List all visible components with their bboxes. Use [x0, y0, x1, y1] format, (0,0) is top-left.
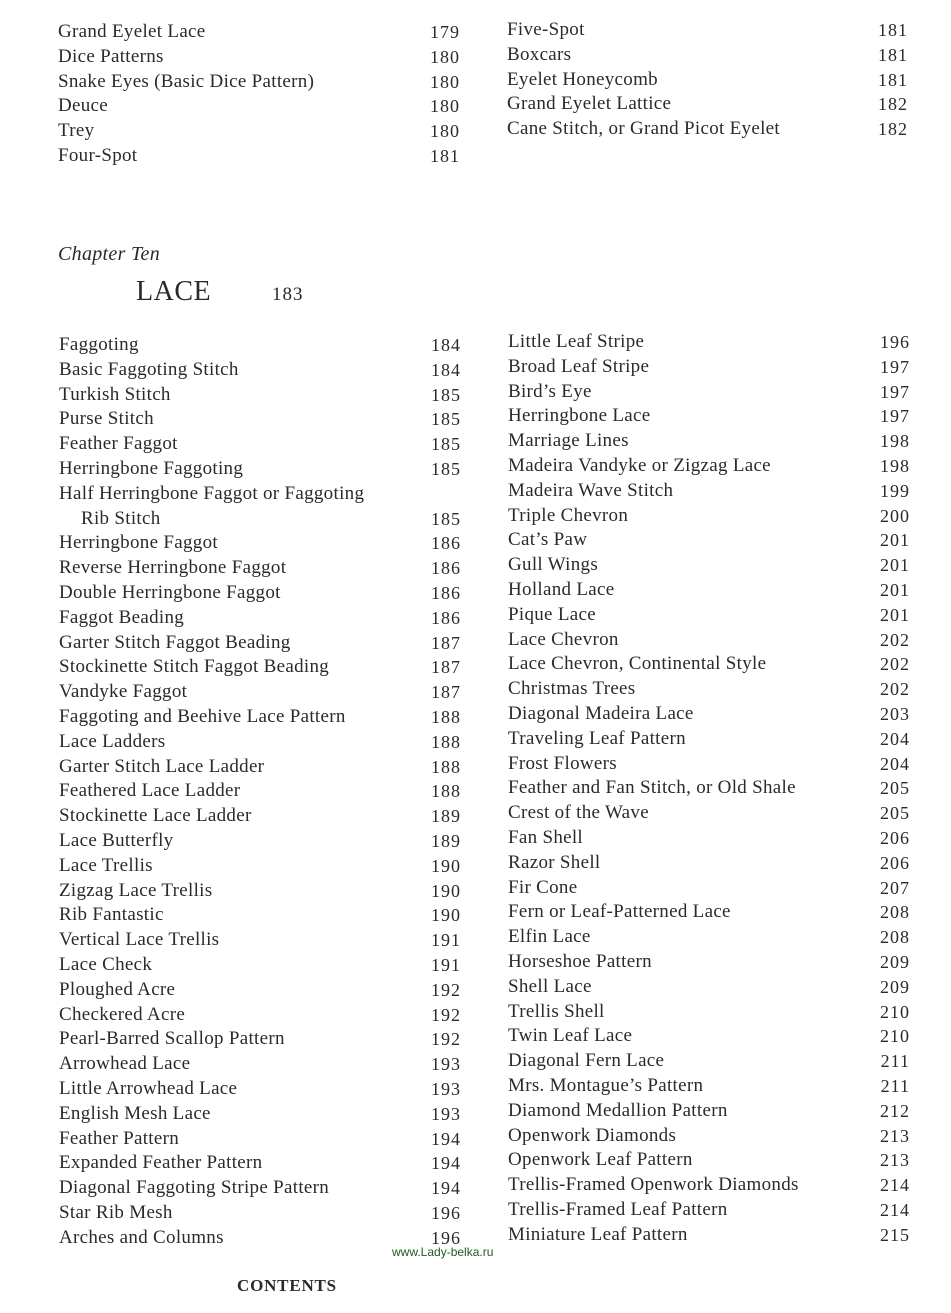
toc-entry — [508, 1049, 910, 1074]
toc-entry — [508, 776, 910, 801]
toc-entry-page: 203 — [880, 703, 910, 724]
toc-entry-page: 186 — [431, 607, 461, 628]
toc-entry-page: 182 — [878, 94, 908, 115]
toc-entry-page: 202 — [880, 679, 910, 700]
toc-entry-page: 210 — [880, 1001, 910, 1022]
toc-entry — [59, 854, 461, 879]
toc-entry-page: 207 — [880, 877, 910, 898]
toc-entry-title: Frost Flowers — [508, 752, 617, 774]
toc-entry-page: 185 — [431, 409, 461, 430]
toc-entry-title: Five-Spot — [507, 19, 585, 40]
toc-entry-page: 214 — [880, 1199, 910, 1220]
toc-entry-title: Elfin Lace — [508, 926, 591, 948]
toc-entry — [508, 603, 910, 628]
toc-entry — [59, 1077, 461, 1102]
toc-entry — [58, 45, 460, 70]
toc-entry-title: Miniature Leaf Pattern — [508, 1223, 688, 1245]
toc-entry-page: 181 — [430, 145, 460, 166]
toc-entry — [508, 628, 910, 653]
toc-entry — [59, 705, 461, 730]
toc-entry-page: 192 — [431, 1029, 461, 1050]
toc-entry-title: Cane Stitch, or Grand Picot Eyelet — [507, 118, 780, 140]
toc-entry-title: Ploughed Acre — [59, 978, 176, 1000]
toc-entry — [59, 1003, 461, 1028]
toc-entry-page: 205 — [880, 803, 910, 824]
toc-entry — [508, 429, 910, 454]
toc-entry-page: 184 — [431, 335, 461, 355]
toc-entry-title: Madeira Vandyke or Zigzag Lace — [508, 454, 771, 476]
toc-entry — [58, 119, 460, 144]
toc-entry — [507, 117, 908, 142]
toc-entry-page: 204 — [880, 728, 910, 749]
toc-entry-title: Vandyke Faggot — [59, 681, 188, 703]
toc-entry-page: 180 — [430, 71, 460, 92]
toc-entry — [508, 1148, 910, 1173]
toc-entry-page: 188 — [431, 706, 461, 727]
toc-entry-page: 196 — [431, 1202, 461, 1223]
toc-entry — [59, 631, 461, 656]
toc-entry — [508, 752, 910, 777]
toc-entry-title: Lace Trellis — [59, 854, 153, 876]
toc-entry-title: Feather Faggot — [59, 433, 178, 455]
toc-entry-page: 181 — [878, 20, 908, 40]
toc-entry — [59, 407, 461, 432]
toc-entry-page: 196 — [431, 1227, 461, 1248]
toc-entry-title: Little Leaf Stripe — [508, 331, 645, 352]
toc-entry-title: Grand Eyelet Lattice — [507, 93, 672, 115]
toc-entry — [507, 68, 908, 93]
toc-entry — [508, 652, 910, 677]
toc-entry-title: Fern or Leaf-Patterned Lace — [508, 901, 731, 923]
toc-entry-title: Four-Spot — [58, 144, 138, 166]
toc-entry-title: Diagonal Fern Lace — [508, 1050, 665, 1072]
toc-entry-page: 180 — [430, 96, 460, 117]
toc-entry-title: Twin Leaf Lace — [508, 1025, 633, 1047]
toc-entry-page: 187 — [431, 657, 461, 678]
toc-entry — [59, 755, 461, 780]
toc-entry-title: Reverse Herringbone Faggot — [59, 557, 287, 579]
toc-entry-title: Fir Cone — [508, 876, 578, 898]
toc-entry — [508, 975, 910, 1000]
toc-entry-page: 185 — [431, 384, 461, 405]
toc-entry — [58, 70, 460, 95]
toc-entry — [59, 1201, 461, 1226]
toc-entry-page: 190 — [431, 880, 461, 901]
toc-entry-title: Horseshoe Pattern — [508, 950, 652, 972]
toc-entry-title: Snake Eyes (Basic Dice Pattern) — [58, 70, 315, 92]
page-footer: CONTENTS — [237, 1276, 337, 1295]
toc-entry-page: 188 — [431, 781, 461, 802]
toc-entry-page: 212 — [880, 1100, 910, 1121]
toc-entry-title: Triple Chevron — [508, 504, 629, 526]
toc-entry-page: 201 — [880, 555, 910, 576]
toc-entry-title: Holland Lace — [508, 578, 615, 600]
toc-entry-title: Herringbone Faggot — [59, 532, 218, 554]
toc-entry-title: Bird’s Eye — [508, 380, 592, 402]
toc-entry — [508, 404, 910, 429]
toc-entry-title: Feather and Fan Stitch, or Old Shale — [508, 777, 796, 799]
toc-entry — [59, 953, 461, 978]
toc-entry-page: 198 — [880, 431, 910, 452]
toc-entry — [59, 1052, 461, 1077]
toc-entry-page: 211 — [880, 1051, 910, 1072]
toc-entry-page: 193 — [431, 1103, 461, 1124]
toc-entry — [507, 92, 908, 117]
toc-entry-title: Star Rib Mesh — [59, 1201, 173, 1223]
toc-entry-title: Openwork Diamonds — [508, 1124, 677, 1146]
toc-entry — [59, 829, 461, 854]
toc-entry-title: Arches and Columns — [59, 1226, 224, 1248]
toc-entry-title: Arrowhead Lace — [59, 1053, 191, 1075]
toc-entry — [59, 358, 461, 383]
toc-entry-page: 185 — [431, 434, 461, 455]
toc-entry-title: Pique Lace — [508, 603, 596, 625]
toc-entry — [59, 432, 461, 457]
toc-entry-title: Razor Shell — [508, 851, 601, 873]
toc-top-right-column — [507, 18, 908, 142]
toc-entry-page: 211 — [880, 1075, 910, 1096]
toc-entry — [59, 730, 461, 755]
toc-entry-title: Basic Faggoting Stitch — [59, 358, 239, 380]
toc-entry — [508, 355, 910, 380]
toc-entry-title: Madeira Wave Stitch — [508, 479, 674, 501]
toc-entry-title: Faggoting — [59, 334, 139, 355]
toc-entry-title: Faggot Beading — [59, 606, 185, 628]
toc-entry-page: 187 — [431, 682, 461, 703]
toc-entry-title: Crest of the Wave — [508, 802, 649, 824]
toc-entry-page: 215 — [880, 1224, 910, 1245]
toc-entry-title: Half Herringbone Faggot or Faggoting — [59, 482, 365, 504]
toc-entry — [59, 928, 461, 953]
toc-entry-title: English Mesh Lace — [59, 1102, 211, 1124]
chapter-label: Chapter Ten — [58, 243, 161, 265]
toc-entry-page: 209 — [880, 976, 910, 997]
toc-top-left-column — [58, 20, 460, 169]
toc-entry-title: Garter Stitch Lace Ladder — [59, 755, 265, 777]
toc-entry-title: Lace Chevron, Continental Style — [508, 653, 767, 675]
toc-entry-title: Faggoting and Beehive Lace Pattern — [59, 705, 346, 727]
toc-entry-page: 184 — [431, 359, 461, 380]
toc-entry-title: Deuce — [58, 95, 109, 117]
toc-entry-page: 186 — [431, 533, 461, 554]
toc-entry-title: Traveling Leaf Pattern — [508, 727, 686, 749]
toc-entry-page: 181 — [878, 69, 908, 90]
toc-entry — [508, 925, 910, 950]
toc-entry-title: Double Herringbone Faggot — [59, 581, 281, 603]
toc-entry — [508, 578, 910, 603]
toc-entry-title: Cat’s Paw — [508, 529, 588, 551]
toc-entry-page: 187 — [431, 632, 461, 653]
toc-entry — [508, 454, 910, 479]
toc-entry-page: 189 — [431, 830, 461, 851]
toc-entry-title: Zigzag Lace Trellis — [59, 879, 213, 901]
toc-entry-page: 201 — [880, 530, 910, 551]
chapter-title: LACE — [136, 276, 212, 307]
toc-entry-title: Feathered Lace Ladder — [59, 780, 241, 802]
toc-entry-page: 210 — [880, 1026, 910, 1047]
toc-entry — [508, 553, 910, 578]
toc-entry — [508, 504, 910, 529]
toc-entry-title: Turkish Stitch — [59, 383, 171, 405]
toc-entry-title: Grand Eyelet Lace — [58, 21, 206, 42]
toc-entry-page: 201 — [880, 604, 910, 625]
toc-entry-page: 181 — [878, 44, 908, 65]
toc-entry — [507, 43, 908, 68]
toc-entry-page: 185 — [431, 508, 461, 529]
toc-entry — [507, 18, 908, 43]
toc-entry-page: 197 — [880, 406, 910, 427]
toc-entry-title: Mrs. Montague’s Pattern — [508, 1074, 704, 1096]
toc-entry — [508, 1124, 910, 1149]
toc-entry — [59, 779, 461, 804]
toc-entry — [59, 1102, 461, 1127]
toc-entry-title: Little Arrowhead Lace — [59, 1077, 238, 1099]
toc-entry-page: 180 — [430, 121, 460, 142]
toc-entry-title: Checkered Acre — [59, 1003, 186, 1025]
toc-entry — [59, 1127, 461, 1152]
toc-entry — [508, 702, 910, 727]
toc-entry-page: 200 — [880, 505, 910, 526]
toc-entry — [58, 94, 460, 119]
toc-entry-title: Lace Ladders — [59, 730, 166, 752]
toc-entry-page: 214 — [880, 1175, 910, 1196]
toc-lace-left-column — [59, 333, 461, 1250]
toc-entry-page: 206 — [880, 827, 910, 848]
toc-entry-title: Diagonal Faggoting Stripe Pattern — [59, 1177, 330, 1199]
toc-entry-title: Vertical Lace Trellis — [59, 929, 220, 951]
toc-entry — [508, 330, 910, 355]
toc-entry — [508, 900, 910, 925]
toc-entry-title: Trellis-Framed Leaf Pattern — [508, 1198, 728, 1220]
toc-entry-page: 186 — [431, 558, 461, 579]
chapter-page-number: 183 — [272, 284, 304, 305]
toc-entry-page: 194 — [431, 1178, 461, 1199]
toc-entry — [508, 950, 910, 975]
toc-entry-page: 208 — [880, 902, 910, 923]
toc-entry-title: Trellis Shell — [508, 1000, 605, 1022]
toc-entry — [59, 1151, 461, 1176]
toc-entry-page: 182 — [878, 119, 908, 140]
toc-entry — [58, 20, 460, 45]
toc-entry — [59, 531, 461, 556]
toc-entry-page: 198 — [880, 455, 910, 476]
toc-entry-page: 205 — [880, 778, 910, 799]
toc-entry — [508, 677, 910, 702]
toc-entry-page: 201 — [880, 579, 910, 600]
toc-entry-page: 213 — [880, 1150, 910, 1171]
toc-entry-page: 188 — [431, 756, 461, 777]
toc-entry-title: Eyelet Honeycomb — [507, 68, 658, 90]
toc-entry — [59, 556, 461, 581]
toc-entry-page: 194 — [431, 1153, 461, 1174]
toc-entry-page: 202 — [880, 629, 910, 650]
toc-entry-title: Gull Wings — [508, 554, 599, 576]
toc-entry-title: Marriage Lines — [508, 430, 629, 452]
toc-entry — [508, 801, 910, 826]
toc-entry-page: 192 — [431, 979, 461, 1000]
toc-entry — [508, 1099, 910, 1124]
toc-entry — [508, 1173, 910, 1198]
toc-entry-page: 208 — [880, 927, 910, 948]
toc-entry — [59, 879, 461, 904]
toc-entry — [59, 903, 461, 928]
toc-entry — [508, 876, 910, 901]
watermark-link[interactable]: www.Lady-belka.ru — [392, 1245, 494, 1259]
toc-entry-page: 191 — [431, 954, 461, 975]
toc-entry — [508, 727, 910, 752]
toc-entry-title: Broad Leaf Stripe — [508, 355, 650, 377]
toc-entry-page: 202 — [880, 654, 910, 675]
toc-entry-page: 196 — [880, 332, 910, 352]
toc-entry-title: Openwork Leaf Pattern — [508, 1149, 693, 1171]
toc-entry — [508, 380, 910, 405]
toc-entry — [59, 581, 461, 606]
toc-entry-title: Expanded Feather Pattern — [59, 1152, 263, 1174]
toc-entry-title: Diamond Medallion Pattern — [508, 1099, 728, 1121]
toc-entry-page: 189 — [431, 806, 461, 827]
toc-entry — [59, 680, 461, 705]
toc-entry — [59, 457, 461, 482]
toc-entry — [508, 1024, 910, 1049]
toc-entry-title: Fan Shell — [508, 826, 584, 848]
toc-entry — [59, 606, 461, 631]
toc-entry-page: 190 — [431, 855, 461, 876]
toc-entry — [59, 507, 461, 532]
toc-entry-page: 186 — [431, 582, 461, 603]
toc-entry-page: 180 — [430, 46, 460, 67]
toc-entry-title: Feather Pattern — [59, 1127, 180, 1149]
toc-entry-title: Stockinette Stitch Faggot Beading — [59, 656, 330, 678]
toc-entry-page: 213 — [880, 1125, 910, 1146]
toc-entry — [508, 1198, 910, 1223]
toc-entry-page: 199 — [880, 480, 910, 501]
toc-entry-page: 206 — [880, 852, 910, 873]
toc-entry — [59, 482, 461, 507]
toc-entry-title: Lace Butterfly — [59, 829, 174, 851]
toc-entry — [59, 1027, 461, 1052]
toc-entry — [508, 1074, 910, 1099]
toc-entry-page: 185 — [431, 458, 461, 479]
toc-entry-page: 192 — [431, 1004, 461, 1025]
toc-entry — [58, 144, 460, 169]
toc-entry-title: Pearl-Barred Scallop Pattern — [59, 1028, 285, 1050]
toc-entry-title: Boxcars — [507, 43, 572, 65]
toc-entry-page: 179 — [430, 22, 460, 42]
toc-entry — [508, 1223, 910, 1248]
toc-entry-title: Lace Check — [59, 953, 153, 975]
toc-entry-title: Purse Stitch — [59, 408, 154, 430]
toc-entry-title: Dice Patterns — [58, 45, 164, 67]
toc-entry-title: Garter Stitch Faggot Beading — [59, 631, 291, 653]
toc-entry — [508, 826, 910, 851]
toc-entry — [59, 383, 461, 408]
toc-entry-title: Herringbone Faggoting — [59, 457, 244, 479]
toc-entry — [508, 479, 910, 504]
toc-entry-title: Trey — [58, 120, 95, 142]
toc-entry-title: Stockinette Lace Ladder — [59, 805, 252, 827]
toc-entry-page: 209 — [880, 951, 910, 972]
toc-entry-page: 194 — [431, 1128, 461, 1149]
toc-entry-page: 190 — [431, 905, 461, 926]
toc-entry-page: 193 — [431, 1078, 461, 1099]
toc-entry-title: Herringbone Lace — [508, 405, 651, 427]
toc-entry — [508, 1000, 910, 1025]
toc-entry-title: Trellis-Framed Openwork Diamonds — [508, 1174, 799, 1196]
toc-entry — [59, 804, 461, 829]
toc-lace-right-column — [508, 330, 910, 1247]
toc-entry-title: Christmas Trees — [508, 678, 636, 700]
toc-entry-page: 188 — [431, 731, 461, 752]
toc-entry-page: 204 — [880, 753, 910, 774]
toc-entry — [59, 333, 461, 358]
toc-entry-title: Rib Fantastic — [59, 904, 164, 926]
toc-entry-title: Shell Lace — [508, 975, 592, 997]
toc-entry-page: 197 — [880, 381, 910, 402]
toc-entry-page: 193 — [431, 1054, 461, 1075]
toc-entry-title: Diagonal Madeira Lace — [508, 702, 694, 724]
toc-entry — [59, 978, 461, 1003]
toc-entry-title: Rib Stitch — [81, 507, 161, 529]
toc-entry-page: 191 — [431, 930, 461, 951]
toc-entry-title: Lace Chevron — [508, 628, 619, 650]
toc-entry-page: 197 — [880, 356, 910, 377]
toc-entry — [508, 851, 910, 876]
toc-entry — [59, 655, 461, 680]
toc-entry — [508, 528, 910, 553]
toc-entry — [59, 1176, 461, 1201]
